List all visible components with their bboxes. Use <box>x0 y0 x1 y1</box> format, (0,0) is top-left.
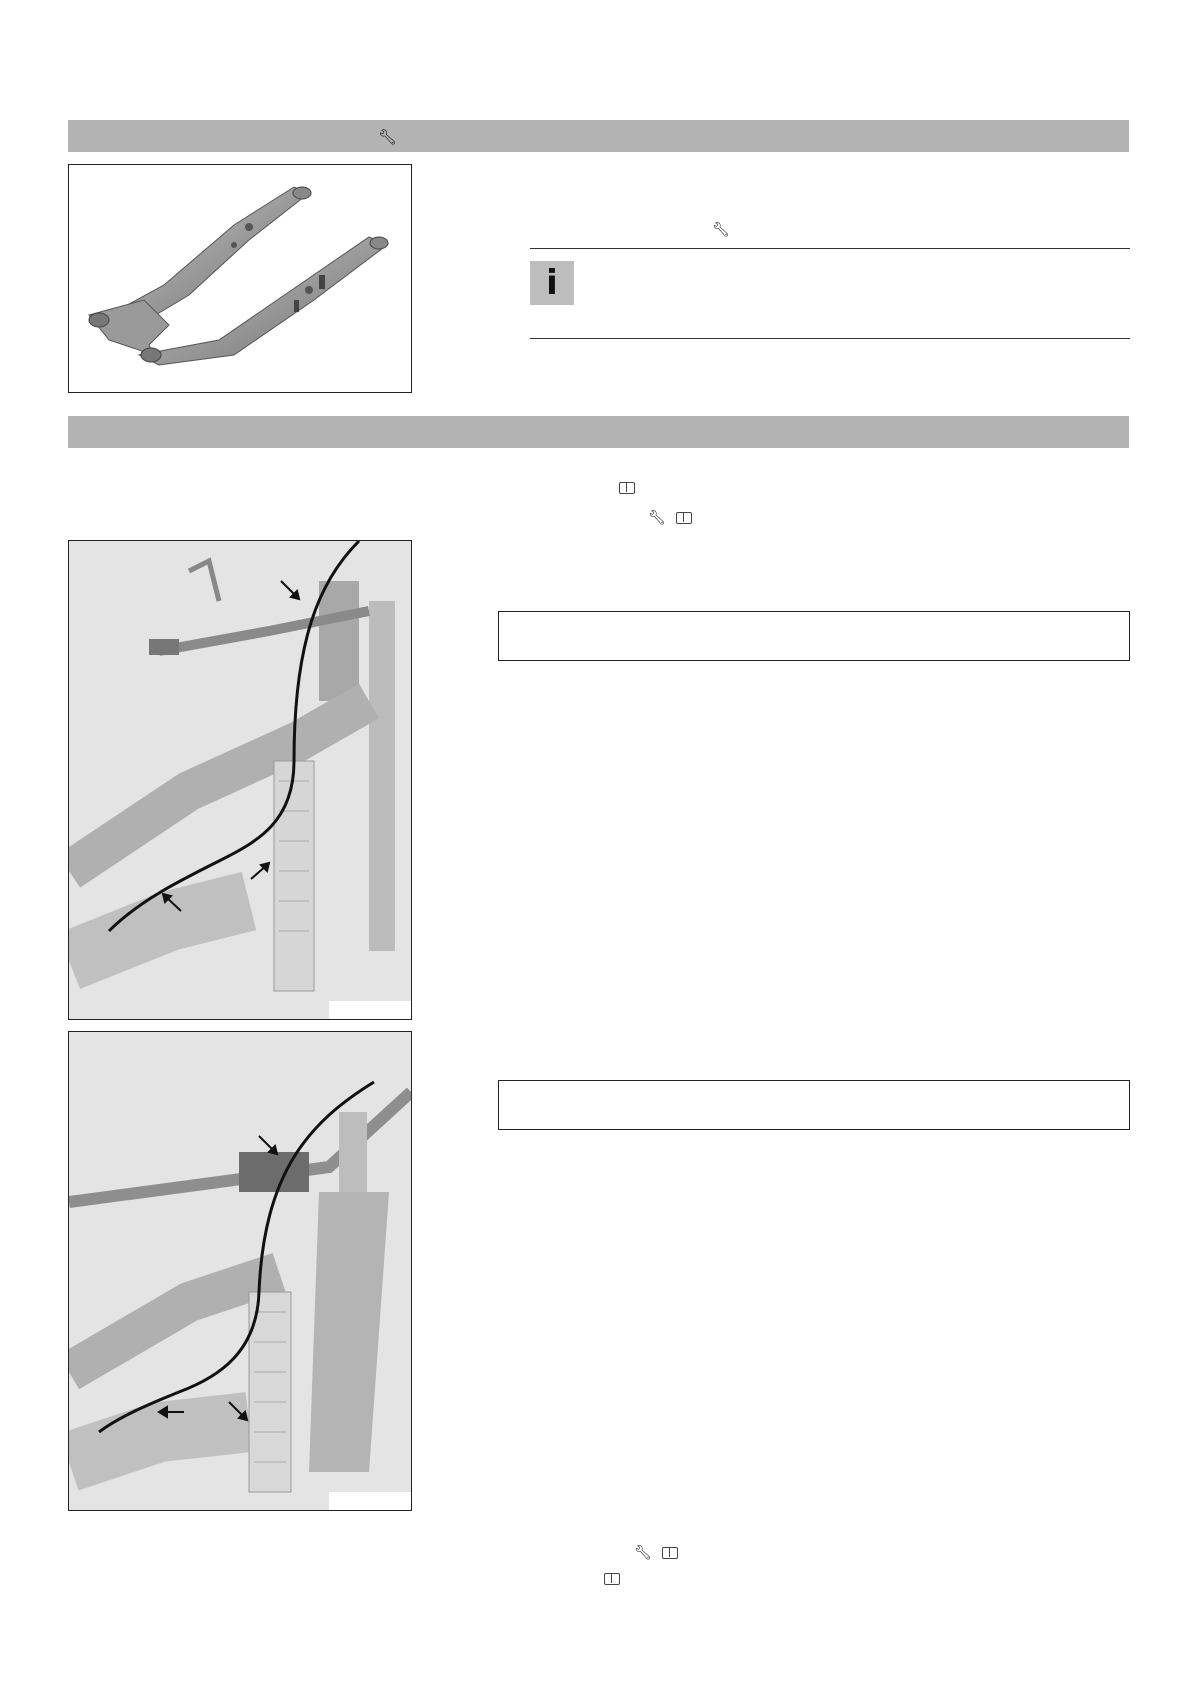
wrench-icon: 🔧︎ <box>634 1545 652 1561</box>
note-box-1 <box>498 611 1130 661</box>
figure-cable-routing-1 <box>68 540 412 1020</box>
wrench-icon: 🔧︎ <box>648 510 666 526</box>
info-icon-glyph: i <box>546 263 558 303</box>
swingarm-illustration <box>69 165 411 392</box>
info-note-icon <box>530 261 574 305</box>
divider-bottom <box>530 338 1130 339</box>
manual-book-icon <box>619 482 635 494</box>
cable-routing-photo-2 <box>69 1032 411 1510</box>
manual-book-icon <box>676 512 692 524</box>
cable-routing-photo-1 <box>69 541 411 1019</box>
wrench-icon: 🔧︎ <box>378 128 398 146</box>
figure-label-area <box>329 1492 411 1510</box>
manual-book-icon <box>604 1573 620 1585</box>
figure-cable-routing-2 <box>68 1031 412 1511</box>
section-header-bar-2 <box>68 416 1129 448</box>
note-box-2 <box>498 1080 1130 1130</box>
section-header-bar-1 <box>68 120 1129 152</box>
divider-top <box>530 248 1130 249</box>
wrench-icon: 🔧︎ <box>712 222 730 238</box>
figure-swingarm <box>68 164 412 393</box>
figure-label-area <box>329 1001 411 1019</box>
manual-book-icon <box>662 1547 678 1559</box>
